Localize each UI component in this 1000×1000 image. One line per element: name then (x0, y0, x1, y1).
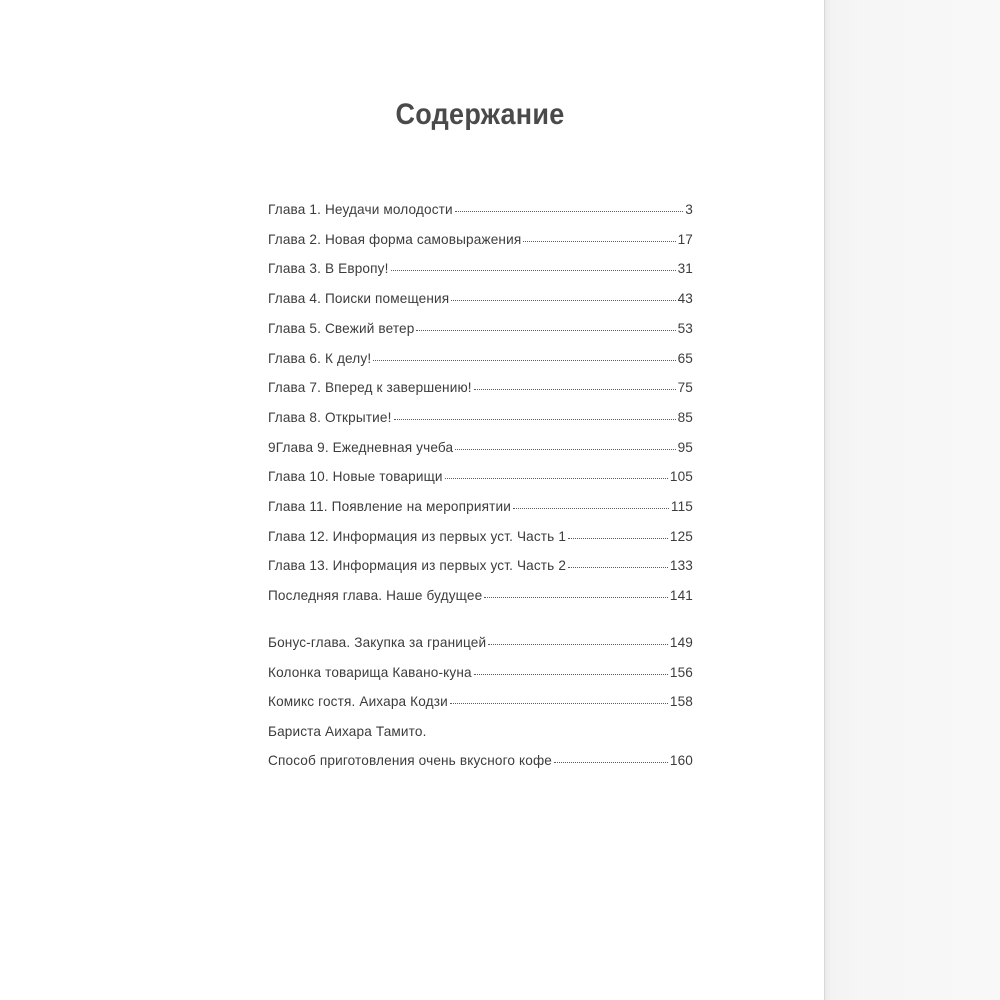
toc-entry (268, 321, 693, 343)
toc-entry-label: Колонка товарища Кавано-куна (268, 664, 472, 680)
toc-entry (268, 469, 693, 491)
toc-dot-leader (455, 439, 675, 450)
toc-entry-label: Глава 12. Информация из первых уст. Часть 1 (268, 528, 567, 544)
toc-entry (268, 351, 693, 373)
toc-page-number: 141 (669, 588, 693, 604)
toc-page-number: 133 (669, 558, 693, 574)
toc-page-number: 65 (677, 350, 693, 366)
toc-dot-leader (394, 409, 676, 420)
toc-entry-label: Способ приготовления очень вкусного кофе (268, 753, 553, 768)
toc-entry (268, 440, 693, 462)
toc-entry (268, 635, 693, 657)
toc-page-number: 105 (669, 469, 693, 485)
toc-page-number: 160 (669, 753, 693, 768)
toc-dot-leader (451, 290, 675, 301)
toc-dot-leader (488, 634, 668, 645)
toc-dot-leader (523, 231, 675, 242)
toc-entry (268, 529, 693, 551)
toc-entry (268, 588, 693, 610)
toc-dot-leader (513, 498, 669, 509)
toc-entry (268, 499, 693, 521)
toc-dot-leader (391, 260, 676, 271)
toc-entry (268, 694, 693, 716)
toc-entry-label: Комикс гостя. Аихара Кодзи (268, 694, 448, 709)
toc-dot-leader (445, 468, 668, 479)
toc-entry (268, 232, 693, 254)
toc-page-number: 95 (677, 439, 693, 455)
page-edge-shadow (825, 0, 1000, 1000)
toc-dot-leader (484, 587, 668, 598)
toc-dot-leader (373, 350, 675, 361)
toc-page-number: 17 (677, 231, 693, 247)
toc-entry (268, 753, 693, 775)
toc-title: Содержание (395, 98, 565, 131)
toc-entry-label: Глава 5. Свежий ветер (268, 320, 415, 336)
toc-dot-leader (450, 693, 668, 704)
toc-page-number: 85 (677, 409, 693, 425)
toc-entry-label: 9Глава 9. Ежедневная учеба (268, 439, 454, 455)
toc-dot-leader (455, 201, 683, 212)
toc-entry-label: Глава 2. Новая форма самовыражения (268, 231, 522, 247)
toc-entry (268, 202, 693, 224)
toc-entry-label: Глава 11. Появление на мероприятии (268, 499, 511, 514)
toc-entry (268, 665, 693, 687)
toc-entry (268, 724, 693, 746)
toc-dot-leader (568, 528, 668, 539)
toc-entry-label: Глава 4. Поиски помещения (268, 291, 450, 307)
toc-entry-label: Глава 7. Вперед к завершению! (268, 380, 472, 396)
toc-page-number: 158 (669, 694, 693, 709)
toc-entry (268, 291, 693, 313)
toc-entry-label: Глава 8. Открытие! (268, 409, 392, 425)
toc-entry (268, 558, 693, 580)
toc-page-number: 125 (669, 528, 693, 544)
toc-page-number: 43 (677, 291, 693, 307)
toc-page-number: 75 (677, 380, 693, 396)
toc-entry-label: Глава 3. В Европу! (268, 261, 389, 277)
toc-page-number: 115 (670, 499, 693, 514)
toc-dot-leader (474, 664, 668, 675)
toc-dot-leader (416, 320, 675, 331)
toc-page-number: 149 (669, 635, 693, 650)
toc-entry-label: Последняя глава. Наше будущее (268, 588, 483, 604)
toc-entry (268, 380, 693, 402)
toc-entry (268, 261, 693, 283)
toc-entry (268, 410, 693, 432)
toc-page-number: 3 (685, 202, 693, 217)
toc-dot-leader (554, 752, 668, 763)
toc-dot-leader (568, 557, 668, 568)
toc-page-number: 53 (677, 320, 693, 336)
toc-entry-label: Глава 10. Новые товарищи (268, 469, 443, 485)
toc-page-number: 31 (677, 261, 693, 277)
toc-entry-label: Бонус-глава. Закупка за границей (268, 635, 487, 650)
toc-entry-label: Глава 1. Неудачи молодости (268, 202, 453, 217)
toc-entry-label: Глава 6. К делу! (268, 350, 372, 366)
toc-entry-label: Бариста Аихара Тамито. (268, 723, 427, 739)
toc-entry-label: Глава 13. Информация из первых уст. Часть 2 (268, 558, 567, 574)
toc-dot-leader (474, 379, 676, 390)
toc-page-number: 156 (669, 664, 693, 680)
